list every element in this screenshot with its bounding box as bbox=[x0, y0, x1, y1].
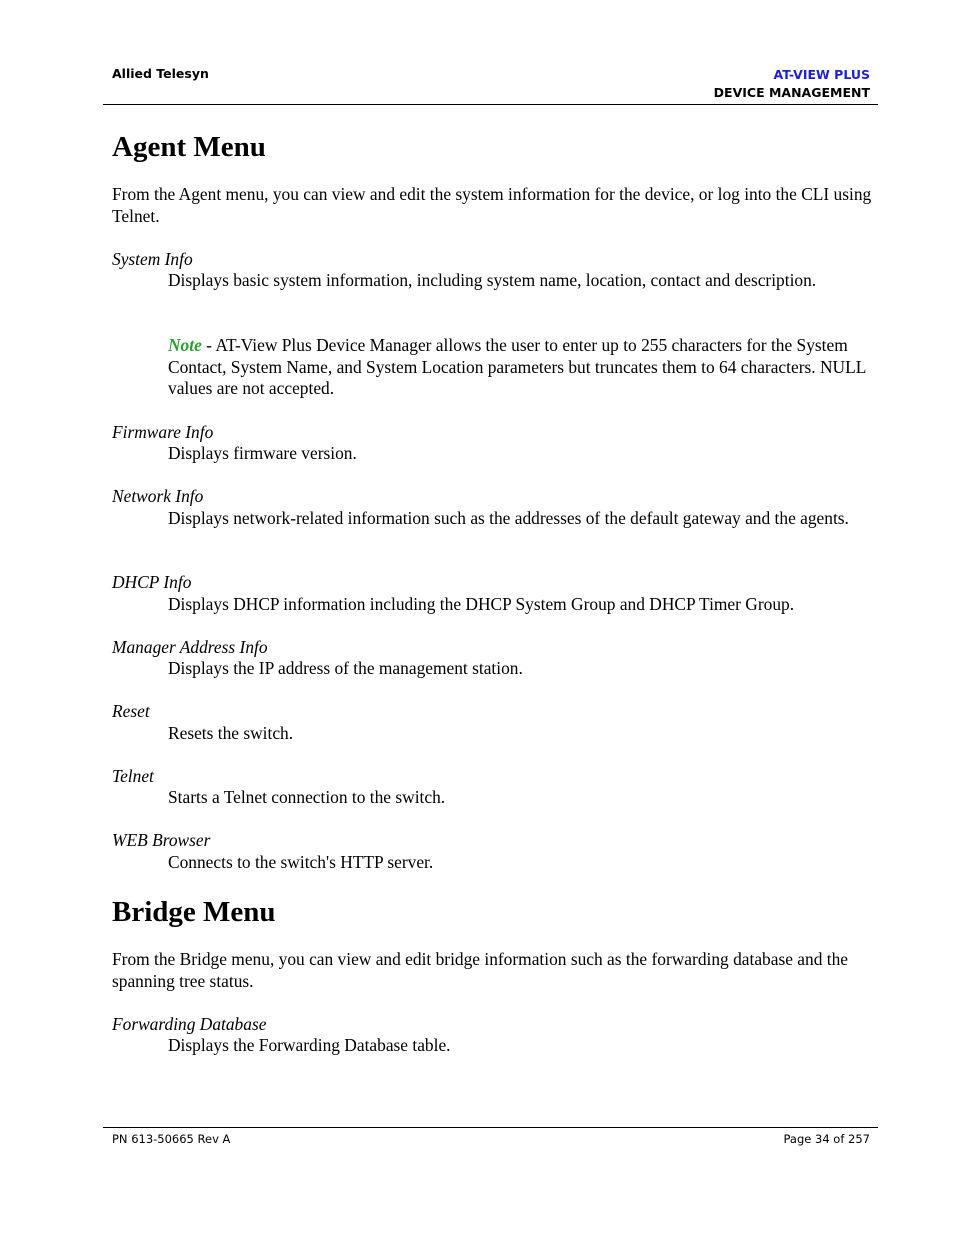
desc-web-browser: Connects to the switch's HTTP server. bbox=[168, 852, 434, 872]
header-product: AT-VIEW PLUS bbox=[773, 67, 870, 82]
agent-menu-intro: From the Agent menu, you can view and edit the system information for the device, or log into the CLI using Telnet. bbox=[112, 184, 872, 226]
note-text: - AT-View Plus Device Manager allows the user to enter up to 255 characters for the System Contact, System Name, and System Location parameters but truncates them to 64 characters. NULL values are not accepted. bbox=[168, 335, 866, 399]
agent-menu-heading: Agent Menu bbox=[112, 131, 266, 163]
footer-page-number: Page 34 of 257 bbox=[783, 1132, 870, 1146]
desc-system-info: Displays basic system information, including system name, location, contact and description. bbox=[168, 270, 817, 290]
term-forwarding-database: Forwarding Database bbox=[112, 1014, 267, 1034]
desc-dhcp-info: Displays DHCP information including the DHCP System Group and DHCP Timer Group. bbox=[168, 594, 795, 614]
note-paragraph bbox=[168, 335, 873, 400]
desc-reset: Resets the switch. bbox=[168, 723, 294, 743]
desc-firmware-info: Displays firmware version. bbox=[168, 443, 357, 463]
header-section: DEVICE MANAGEMENT bbox=[713, 85, 870, 100]
desc-manager-address-info: Displays the IP address of the management station. bbox=[168, 658, 523, 678]
term-telnet: Telnet bbox=[112, 766, 154, 786]
term-manager-address-info: Manager Address Info bbox=[112, 637, 268, 657]
bridge-menu-heading: Bridge Menu bbox=[112, 896, 276, 928]
term-firmware-info: Firmware Info bbox=[112, 422, 214, 442]
term-web-browser: WEB Browser bbox=[112, 830, 211, 850]
desc-forwarding-database: Displays the Forwarding Database table. bbox=[168, 1035, 451, 1055]
term-reset: Reset bbox=[112, 701, 150, 721]
bridge-menu-intro: From the Bridge menu, you can view and edit bridge information such as the forwarding database and the spanning tree status. bbox=[112, 949, 848, 991]
term-system-info: System Info bbox=[112, 249, 193, 269]
footer-divider bbox=[103, 1127, 878, 1128]
header-company: Allied Telesyn bbox=[112, 66, 209, 81]
desc-telnet: Starts a Telnet connection to the switch. bbox=[168, 787, 446, 807]
term-dhcp-info: DHCP Info bbox=[112, 572, 192, 592]
header-divider bbox=[103, 104, 878, 105]
term-network-info: Network Info bbox=[112, 486, 204, 506]
footer-part-number: PN 613-50665 Rev A bbox=[112, 1132, 231, 1146]
note-label: Note bbox=[168, 335, 202, 355]
desc-network-info: Displays network-related information such as the addresses of the default gateway and the agents. bbox=[168, 508, 849, 528]
header-right bbox=[714, 66, 870, 102]
